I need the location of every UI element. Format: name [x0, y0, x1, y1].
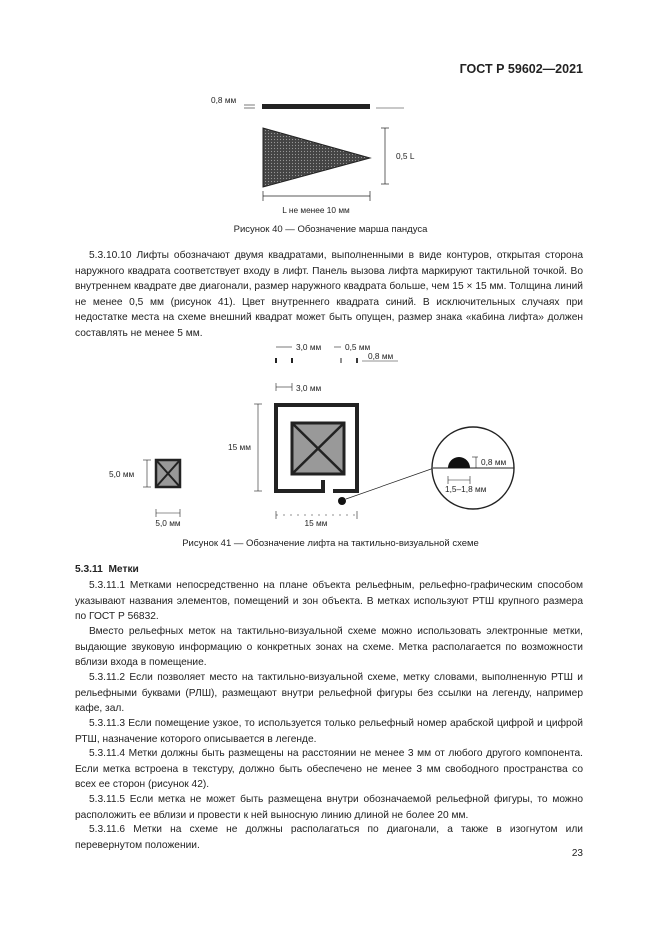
section-title: Метки	[108, 564, 139, 575]
fig41-line-05-label: 0,5 мм	[345, 342, 371, 352]
section-heading	[75, 564, 139, 575]
paragraph-5-3-11-1: 5.3.11.1 Метками непосредственно на плане объекта рельефным, рельефно-графическим способом указывают названия элементов, помещений и зон объекта. В метках используют РТШ крупного размера по ГОСТ Р 56832.	[75, 580, 583, 622]
fig40-height-label: 0,5 L	[396, 151, 415, 161]
fig41-dot-height-label: 0,8 мм	[481, 457, 507, 467]
call-button-dot	[338, 497, 346, 505]
figure-41-elevator-symbol	[0, 335, 661, 535]
figure-40-ramp-symbol	[0, 0, 661, 240]
paragraph-5-3-11-4: 5.3.11.4 Метки должны быть размещены на расстоянии не менее 3 мм от любого другого компонента. Если метка встроена в текстуру, должно быть обеспечено не менее 3 мм свободного пространства со всех ее сторон (рисунок 42).	[75, 748, 583, 790]
page-number: 23	[571, 848, 583, 859]
fig40-thickness-label: 0,8 мм	[211, 95, 237, 105]
section-number: 5.3.11	[75, 564, 103, 575]
fig41-dot-width-label: 1,5–1,8 мм	[445, 484, 487, 494]
figure-40-caption: Рисунок 40 — Обозначение марша пандуса	[233, 224, 428, 235]
fig41-outer-width-label: 15 мм	[304, 518, 328, 528]
figure-41-caption: Рисунок 41 — Обозначение лифта на тактильно-визуальной схеме	[182, 538, 479, 549]
fig41-outer-size-label: 15 мм	[228, 442, 251, 452]
fig41-small-width-label: 5,0 мм	[155, 518, 181, 528]
paragraph-5-3-11-2: 5.3.11.2 Если позволяет место на тактильно-визуальной схеме, метку словами, выполненную РТШ и рельефными буквами (РЛШ), размещают внутри рельефной фигуры без ссылки на легенду, например кафе, зал.	[75, 672, 583, 714]
fig41-line-08-label: 0,8 мм	[368, 351, 394, 361]
paragraph-5-3-11-5: 5.3.11.5 Если метка не может быть размещена внутри обозначаемой рельефной фигуры, то можно расположить ее вблизи и провести к ней выносную линию длиной не более 20 мм.	[75, 794, 583, 821]
document-header: ГОСТ Р 59602—2021	[459, 62, 583, 76]
paragraph-5-3-10-10: 5.3.10.10 Лифты обозначают двумя квадратами, выполненными в виде контуров, открытая сторона наружного квадрата соответствует входу в лифт. Панель вызова лифта маркируют тактильной точкой. Во внутреннем квадрате две диагонали, размер наружного квадрата больше, чем 15 × 15 мм. Толщина линий не менее 0,5 мм (рисунок 41). Цвет внутреннего квадрата синий. В исключительных случаях при недостатке места на схеме внешний квадрат может быть опущен, размер знака «кабина лифта» должен составлять не менее 5 мм.	[75, 250, 583, 339]
fig40-length-label: L не менее 10 мм	[282, 205, 350, 215]
fig41-gap-square-label: 3,0 мм	[296, 383, 322, 393]
ramp-triangle	[263, 128, 370, 187]
fig41-gap-top-label: 3,0 мм	[296, 342, 322, 352]
paragraph-5-3-11-6: 5.3.11.6 Метки на схеме не должны располагаться по диагонали, а также в изогнутом или перевернутом положении.	[75, 824, 583, 851]
paragraph-5-3-11-3: 5.3.11.3 Если помещение узкое, то используется только рельефный номер арабской цифрой и цифрой РТШ, назначение которого описывается в легенде.	[75, 718, 583, 745]
ramp-thickness-bar	[262, 104, 370, 109]
fig41-small-height-label: 5,0 мм	[109, 469, 135, 479]
paragraph-electronic-labels: Вместо рельефных меток на тактильно-визуальной схеме можно использовать электронные метки, выдающие звуковую информацию о конкретных зонах на схеме. Метка располагается по возможности вблизи входа в помещение.	[75, 626, 583, 668]
